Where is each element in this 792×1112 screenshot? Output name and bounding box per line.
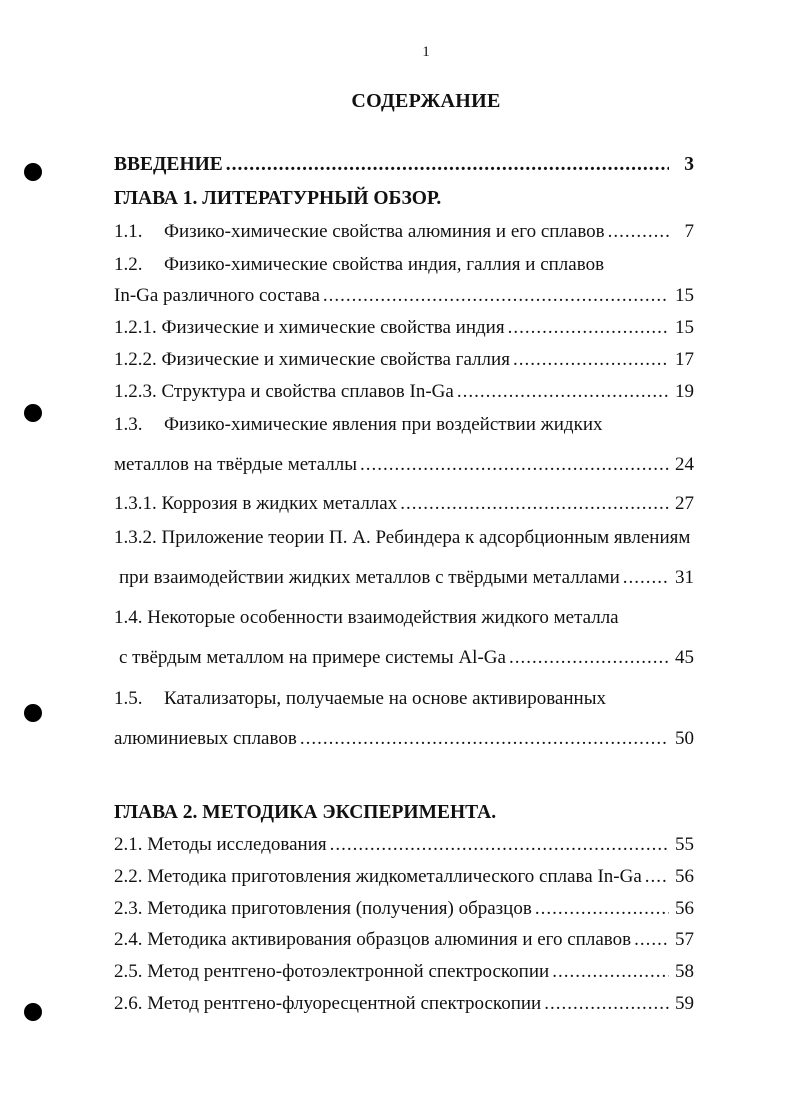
toc-entry-page: 56 [675, 898, 694, 919]
toc-entry [114, 866, 694, 888]
dot-leader [513, 349, 669, 371]
toc-entry-title: 2.5. Метод рентгено-фотоэлектронной спектроскопии [114, 961, 550, 982]
toc-entry [114, 527, 694, 549]
toc-entry-number: 1.5. [114, 688, 143, 709]
toc-entry [119, 647, 694, 669]
toc-entry-page: 27 [675, 493, 694, 514]
toc-entry-title: Физико-химические явления при воздействии жидких [164, 414, 603, 435]
toc-entry-title: ГЛАВА 2. МЕТОДИКА ЭКСПЕРИМЕНТА. [114, 802, 497, 823]
dot-leader [544, 993, 669, 1015]
binder-hole-icon [24, 163, 42, 181]
dot-leader [330, 834, 669, 856]
toc-entry-page: 31 [675, 567, 694, 588]
dot-leader [535, 898, 669, 920]
toc-entry [114, 285, 694, 307]
toc-heading [114, 154, 694, 176]
toc-entry-title: 1.4. Некоторые особенности взаимодействия жидкого металла [114, 607, 619, 628]
toc-entry-title: при взаимодействии жидких металлов с твёрдыми металлами [119, 567, 620, 588]
toc-entry [114, 607, 694, 629]
toc-entry-page: 50 [675, 728, 694, 749]
toc-entry-title: металлов на твёрдые металлы [114, 454, 358, 475]
toc-entry-number: 1.1. [114, 221, 143, 242]
toc-entry-page: 15 [675, 317, 694, 338]
toc-entry-title: 1.2.2. Физические и химические свойства галлия [114, 349, 510, 370]
dot-leader [508, 317, 669, 339]
toc-entry-title: 2.1. Методы исследования [114, 834, 327, 855]
toc-entry-title: 2.2. Методика приготовления жидкометаллического сплава In-Ga [114, 866, 642, 887]
binder-hole-icon [24, 704, 42, 722]
toc-entry [114, 929, 694, 951]
toc-entry-title: ВВЕДЕНИЕ [114, 154, 223, 175]
toc-entry [114, 493, 694, 515]
toc-entry-page: 7 [684, 221, 694, 242]
toc-entry-page: 17 [675, 349, 694, 370]
dot-leader [645, 866, 669, 888]
toc-entry-title: 1.2.1. Физические и химические свойства индия [114, 317, 505, 338]
toc-entry-page: 24 [675, 454, 694, 475]
toc-entry-title: 1.3.2. Приложение теории П. А. Ребиндера к адсорбционным явлениям [114, 527, 691, 548]
toc-entry [114, 381, 694, 403]
toc-entry-page: 57 [675, 929, 694, 950]
toc-entry-title: Физико-химические свойства индия, галлия и сплавов [164, 254, 605, 275]
dot-leader [509, 647, 669, 669]
toc-entry-title: ГЛАВА 1. ЛИТЕРАТУРНЫЙ ОБЗОР. [114, 188, 442, 209]
toc-entry [114, 993, 694, 1015]
toc-entry-page: 45 [675, 647, 694, 668]
toc-entry [114, 221, 694, 243]
toc-entry-number: 1.3. [114, 414, 143, 435]
toc-entry [114, 688, 694, 710]
toc-heading [114, 188, 694, 210]
binder-hole-icon [24, 1003, 42, 1021]
dot-leader [552, 961, 669, 983]
page-number: 1 [422, 44, 430, 60]
toc-entry [114, 254, 694, 276]
toc-entry [114, 898, 694, 920]
dot-leader [623, 567, 669, 589]
dot-leader [608, 221, 669, 243]
toc-entry-title: 2.4. Методика активирования образцов алюминия и его сплавов [114, 929, 632, 950]
toc-entry [119, 567, 694, 589]
toc-entry-number: 1.2. [114, 254, 143, 275]
toc-entry-title: 1.2.3. Структура и свойства сплавов In-Ga [114, 381, 454, 402]
toc-entry-title: In-Ga различного состава [114, 285, 320, 306]
dot-leader [226, 154, 669, 176]
toc-entry [114, 349, 694, 371]
toc-entry-title: 1.3.1. Коррозия в жидких металлах [114, 493, 398, 514]
page-title: СОДЕРЖАНИЕ [351, 90, 501, 112]
dot-leader [457, 381, 669, 403]
toc-entry-page: 19 [675, 381, 694, 402]
binder-hole-icon [24, 404, 42, 422]
toc-entry-title: алюминиевых сплавов [114, 728, 297, 749]
toc-entry-page: 15 [675, 285, 694, 306]
toc-heading [114, 802, 694, 824]
dot-leader [300, 728, 669, 750]
toc-entry-title: с твёрдым металлом на примере системы Al-Ga [119, 647, 506, 668]
toc-entry [114, 961, 694, 983]
toc-entry-page: 58 [675, 961, 694, 982]
toc-entry [114, 834, 694, 856]
toc-entry [114, 414, 694, 436]
toc-entry-title: Катализаторы, получаемые на основе активированных [164, 688, 606, 709]
toc-entry-title: 2.6. Метод рентгено-флуоресцентной спектроскопии [114, 993, 542, 1014]
toc-entry [114, 454, 694, 476]
dot-leader [360, 454, 669, 476]
toc-entry-page: 56 [675, 866, 694, 887]
dot-leader [400, 493, 669, 515]
toc-entry-page: 3 [684, 154, 694, 175]
dot-leader [323, 285, 669, 307]
toc-entry-page: 59 [675, 993, 694, 1014]
toc-entry-title: Физико-химические свойства алюминия и его сплавов [164, 221, 605, 242]
toc-entry-page: 55 [675, 834, 694, 855]
toc-entry [114, 728, 694, 750]
dot-leader [634, 929, 669, 951]
toc-entry [114, 317, 694, 339]
toc-entry-title: 2.3. Методика приготовления (получения) образцов [114, 898, 532, 919]
